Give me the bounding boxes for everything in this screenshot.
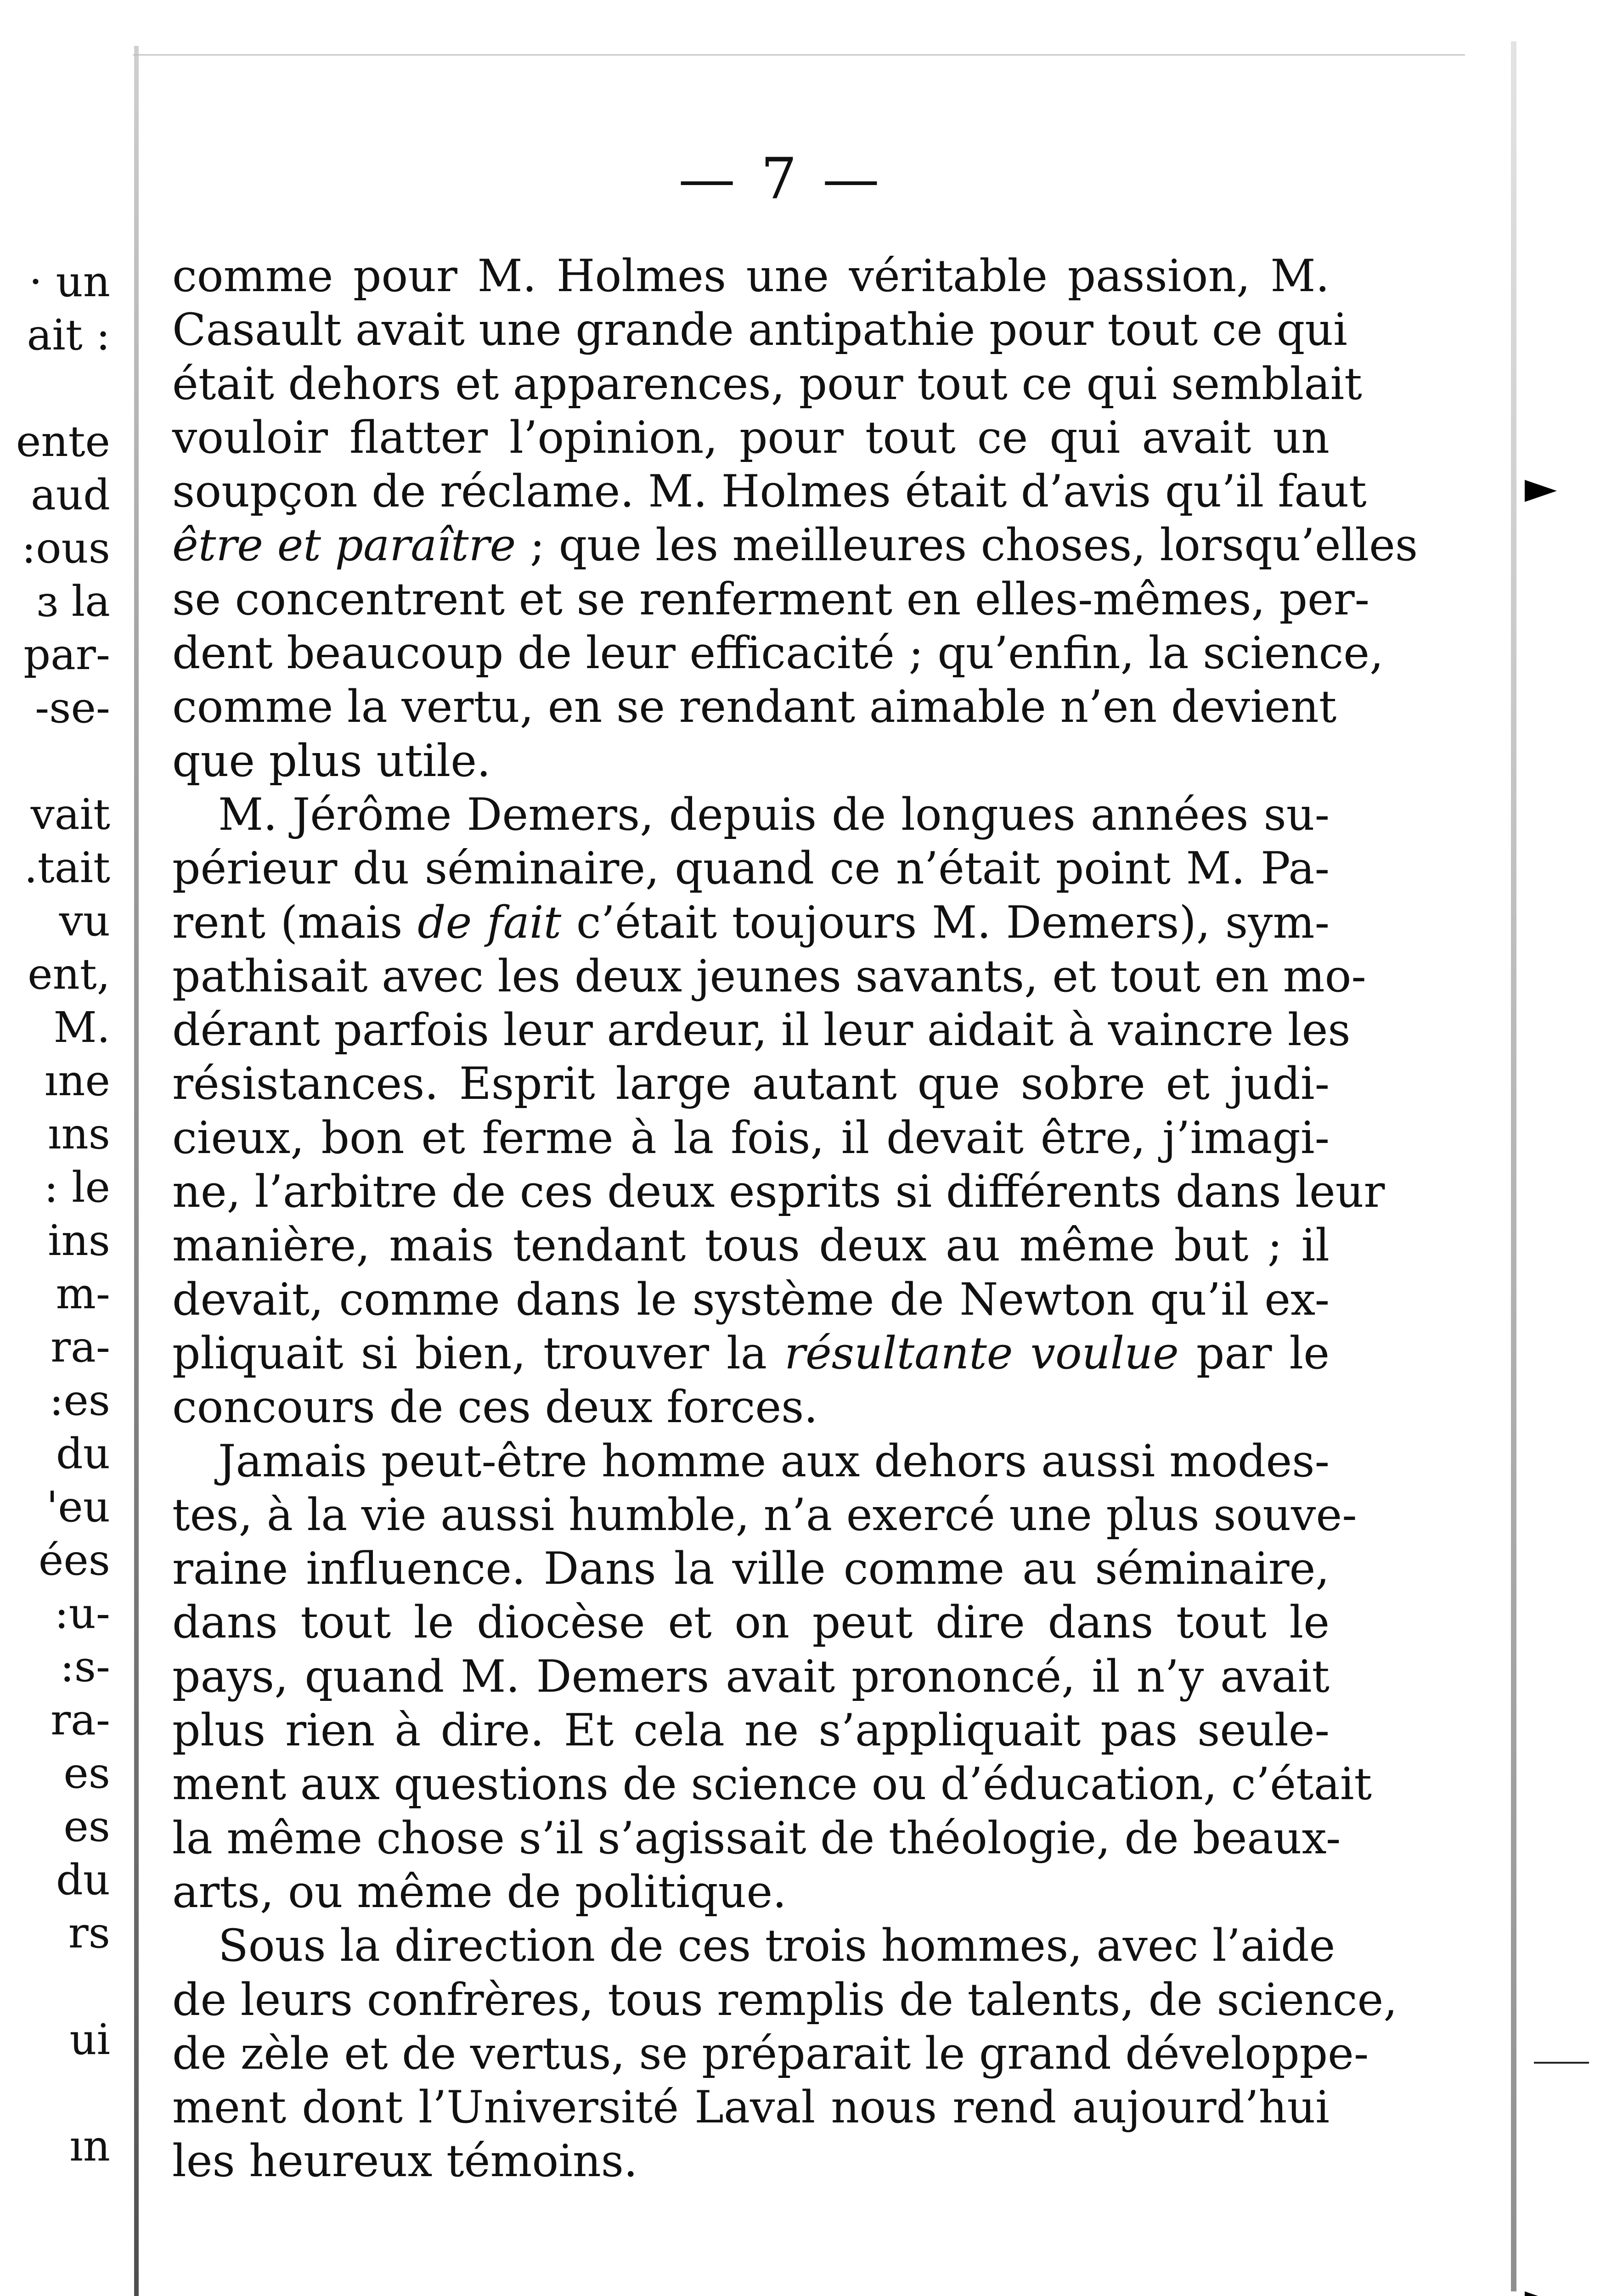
text-line: [172, 1327, 1330, 1380]
page-number: — 7 —: [678, 146, 883, 212]
margin-fragment: du: [56, 1429, 110, 1478]
text-line: [172, 518, 1418, 572]
margin-fragment: m-: [56, 1269, 110, 1318]
text-line: M. Jérôme Demers, depuis de longues années su-: [218, 788, 1330, 840]
text-line: vouloir flatter l’opinion, pour tout ce qui avait un: [172, 411, 1330, 463]
margin-fragment: vait: [30, 790, 110, 839]
margin-fragment: :ous: [22, 523, 110, 573]
margin-fragment: [0, 362, 110, 415]
text-line: se concentrent et se renferment en elles-mêmes, per-: [172, 573, 1370, 625]
margin-fragment: ıns: [48, 1109, 110, 1159]
text-line: dans tout le diocèse et on peut dire dans tout le: [172, 1597, 1330, 1649]
margin-fragment: ait :: [27, 310, 110, 360]
text-line: cieux, bon et ferme à la fois, il devait être, j’imagi-: [172, 1112, 1330, 1164]
margin-fragment: es: [63, 1802, 110, 1851]
margin-fragment: du: [56, 1855, 110, 1904]
text-line: concours de ces deux forces.: [172, 1381, 818, 1433]
margin-fragment: : le: [44, 1163, 110, 1212]
margin-fragment: :es: [49, 1376, 110, 1425]
text-segment: pliquait si bien, trouver la: [172, 1327, 785, 1379]
margin-fragment: ıne: [44, 1056, 110, 1105]
margin-fragment: ente: [16, 417, 110, 466]
margin-fragment: :u-: [54, 1589, 110, 1638]
text-line: Sous la direction de ces trois hommes, avec l’aide: [218, 1920, 1336, 1972]
text-line: dent beaucoup de leur efficacité ; qu’enfin, la science,: [172, 627, 1384, 679]
text-line: pathisait avec les deux jeunes savants, et tout en mo-: [172, 950, 1366, 1002]
text-line: pays, quand M. Demers avait prononcé, il n’y avait: [172, 1650, 1330, 1702]
margin-fragment: ées: [38, 1536, 110, 1585]
margin-fragment: ra-: [51, 1695, 110, 1745]
text-line: de leurs confrères, tous remplis de talents, de science,: [172, 1974, 1398, 2026]
margin-fragment: -se-: [35, 683, 110, 732]
margin-fragment: · un: [29, 257, 110, 306]
text-segment: rent (mais: [172, 896, 418, 948]
italic-segment: résultante voulue: [784, 1327, 1179, 1379]
scan-dash-mark: [1534, 2062, 1589, 2064]
text-line: soupçon de réclame. M. Holmes était d’avis qu’il faut: [172, 466, 1367, 518]
text-segment: par le: [1178, 1327, 1330, 1379]
text-line: ment aux questions de science ou d’éducation, c’était: [172, 1758, 1372, 1810]
text-line: devait, comme dans le système de Newton qu’il ex-: [172, 1273, 1330, 1325]
margin-fragment: rs: [68, 1908, 110, 1958]
text-segment: ; que les meilleures choses, lorsqu’elles: [516, 519, 1418, 571]
margin-fragment: ra-: [51, 1322, 110, 1372]
margin-fragment: ɜ la: [36, 577, 110, 626]
scan-left-binding: [134, 46, 139, 2296]
margin-fragment: [0, 1960, 110, 2013]
text-line: résistances. Esprit large autant que sobre et judi-: [172, 1058, 1330, 1110]
text-line: Jamais peut-être homme aux dehors aussi modes-: [218, 1435, 1330, 1487]
text-line: les heureux témoins.: [172, 2135, 638, 2187]
text-line: Casault avait une grande antipathie pour tout ce qui: [172, 304, 1347, 356]
margin-fragment: .tait: [24, 843, 110, 892]
margin-fragment: es: [63, 1749, 110, 1798]
text-line: tes, à la vie aussi humble, n’a exercé une plus souve-: [172, 1489, 1357, 1541]
italic-segment: de fait: [417, 896, 562, 948]
text-line: la même chose s’il s’agissait de théologie, de beaux-: [172, 1812, 1341, 1864]
scan-pointer-mark: [1525, 480, 1557, 502]
margin-fragment: par-: [23, 630, 110, 679]
margin-fragment: [0, 735, 110, 788]
text-line: arts, ou même de politique.: [172, 1866, 787, 1918]
text-line: manière, mais tendant tous deux au même but ; il: [172, 1220, 1330, 1272]
scan-top-edge: [133, 54, 1465, 56]
text-line: comme la vertu, en se rendant aimable n’en devient: [172, 681, 1337, 733]
margin-fragment: aud: [31, 470, 110, 519]
margin-fragment: ins: [48, 1216, 110, 1265]
text-line: dérant parfois leur ardeur, il leur aidait à vaincre les: [172, 1004, 1351, 1056]
text-line: ment dont l’Université Laval nous rend aujourd’hui: [172, 2082, 1330, 2133]
margin-fragment: vu: [59, 896, 110, 945]
body-text: [172, 249, 1418, 2189]
margin-fragment: M.: [53, 1003, 110, 1052]
margin-fragment: ent,: [28, 950, 110, 999]
text-line: plus rien à dire. Et cela ne s’appliquait pas seule-: [172, 1705, 1330, 1756]
margin-fragment: :s-: [60, 1642, 110, 1691]
margin-fragment: 'eu: [46, 1482, 110, 1531]
text-segment: c’était toujours M. Demers), sym-: [561, 896, 1330, 948]
text-line: était dehors et apparences, pour tout ce qui semblait: [172, 358, 1362, 410]
scan-pointer-mark-bottom: [1525, 2291, 1557, 2296]
margin-fragment: [0, 2066, 110, 2120]
text-line: raine influence. Dans la ville comme au séminaire,: [172, 1543, 1330, 1595]
text-line: périeur du séminaire, quand ce n’était point M. Pa-: [172, 843, 1330, 895]
previous-page-margin-fragments: [0, 255, 110, 2173]
text-line: [172, 896, 1330, 950]
margin-fragment: ui: [69, 2015, 110, 2064]
text-line: de zèle et de vertus, se préparait le grand développe-: [172, 2027, 1369, 2079]
italic-segment: être et paraître: [172, 519, 516, 571]
text-line: que plus utile.: [172, 735, 491, 787]
scan-right-binding: [1511, 41, 1516, 2291]
text-line: comme pour M. Holmes une véritable passion, M.: [172, 250, 1330, 302]
text-line: ne, l’arbitre de ces deux esprits si différents dans leur: [172, 1166, 1385, 1218]
margin-fragment: ın: [69, 2122, 110, 2171]
